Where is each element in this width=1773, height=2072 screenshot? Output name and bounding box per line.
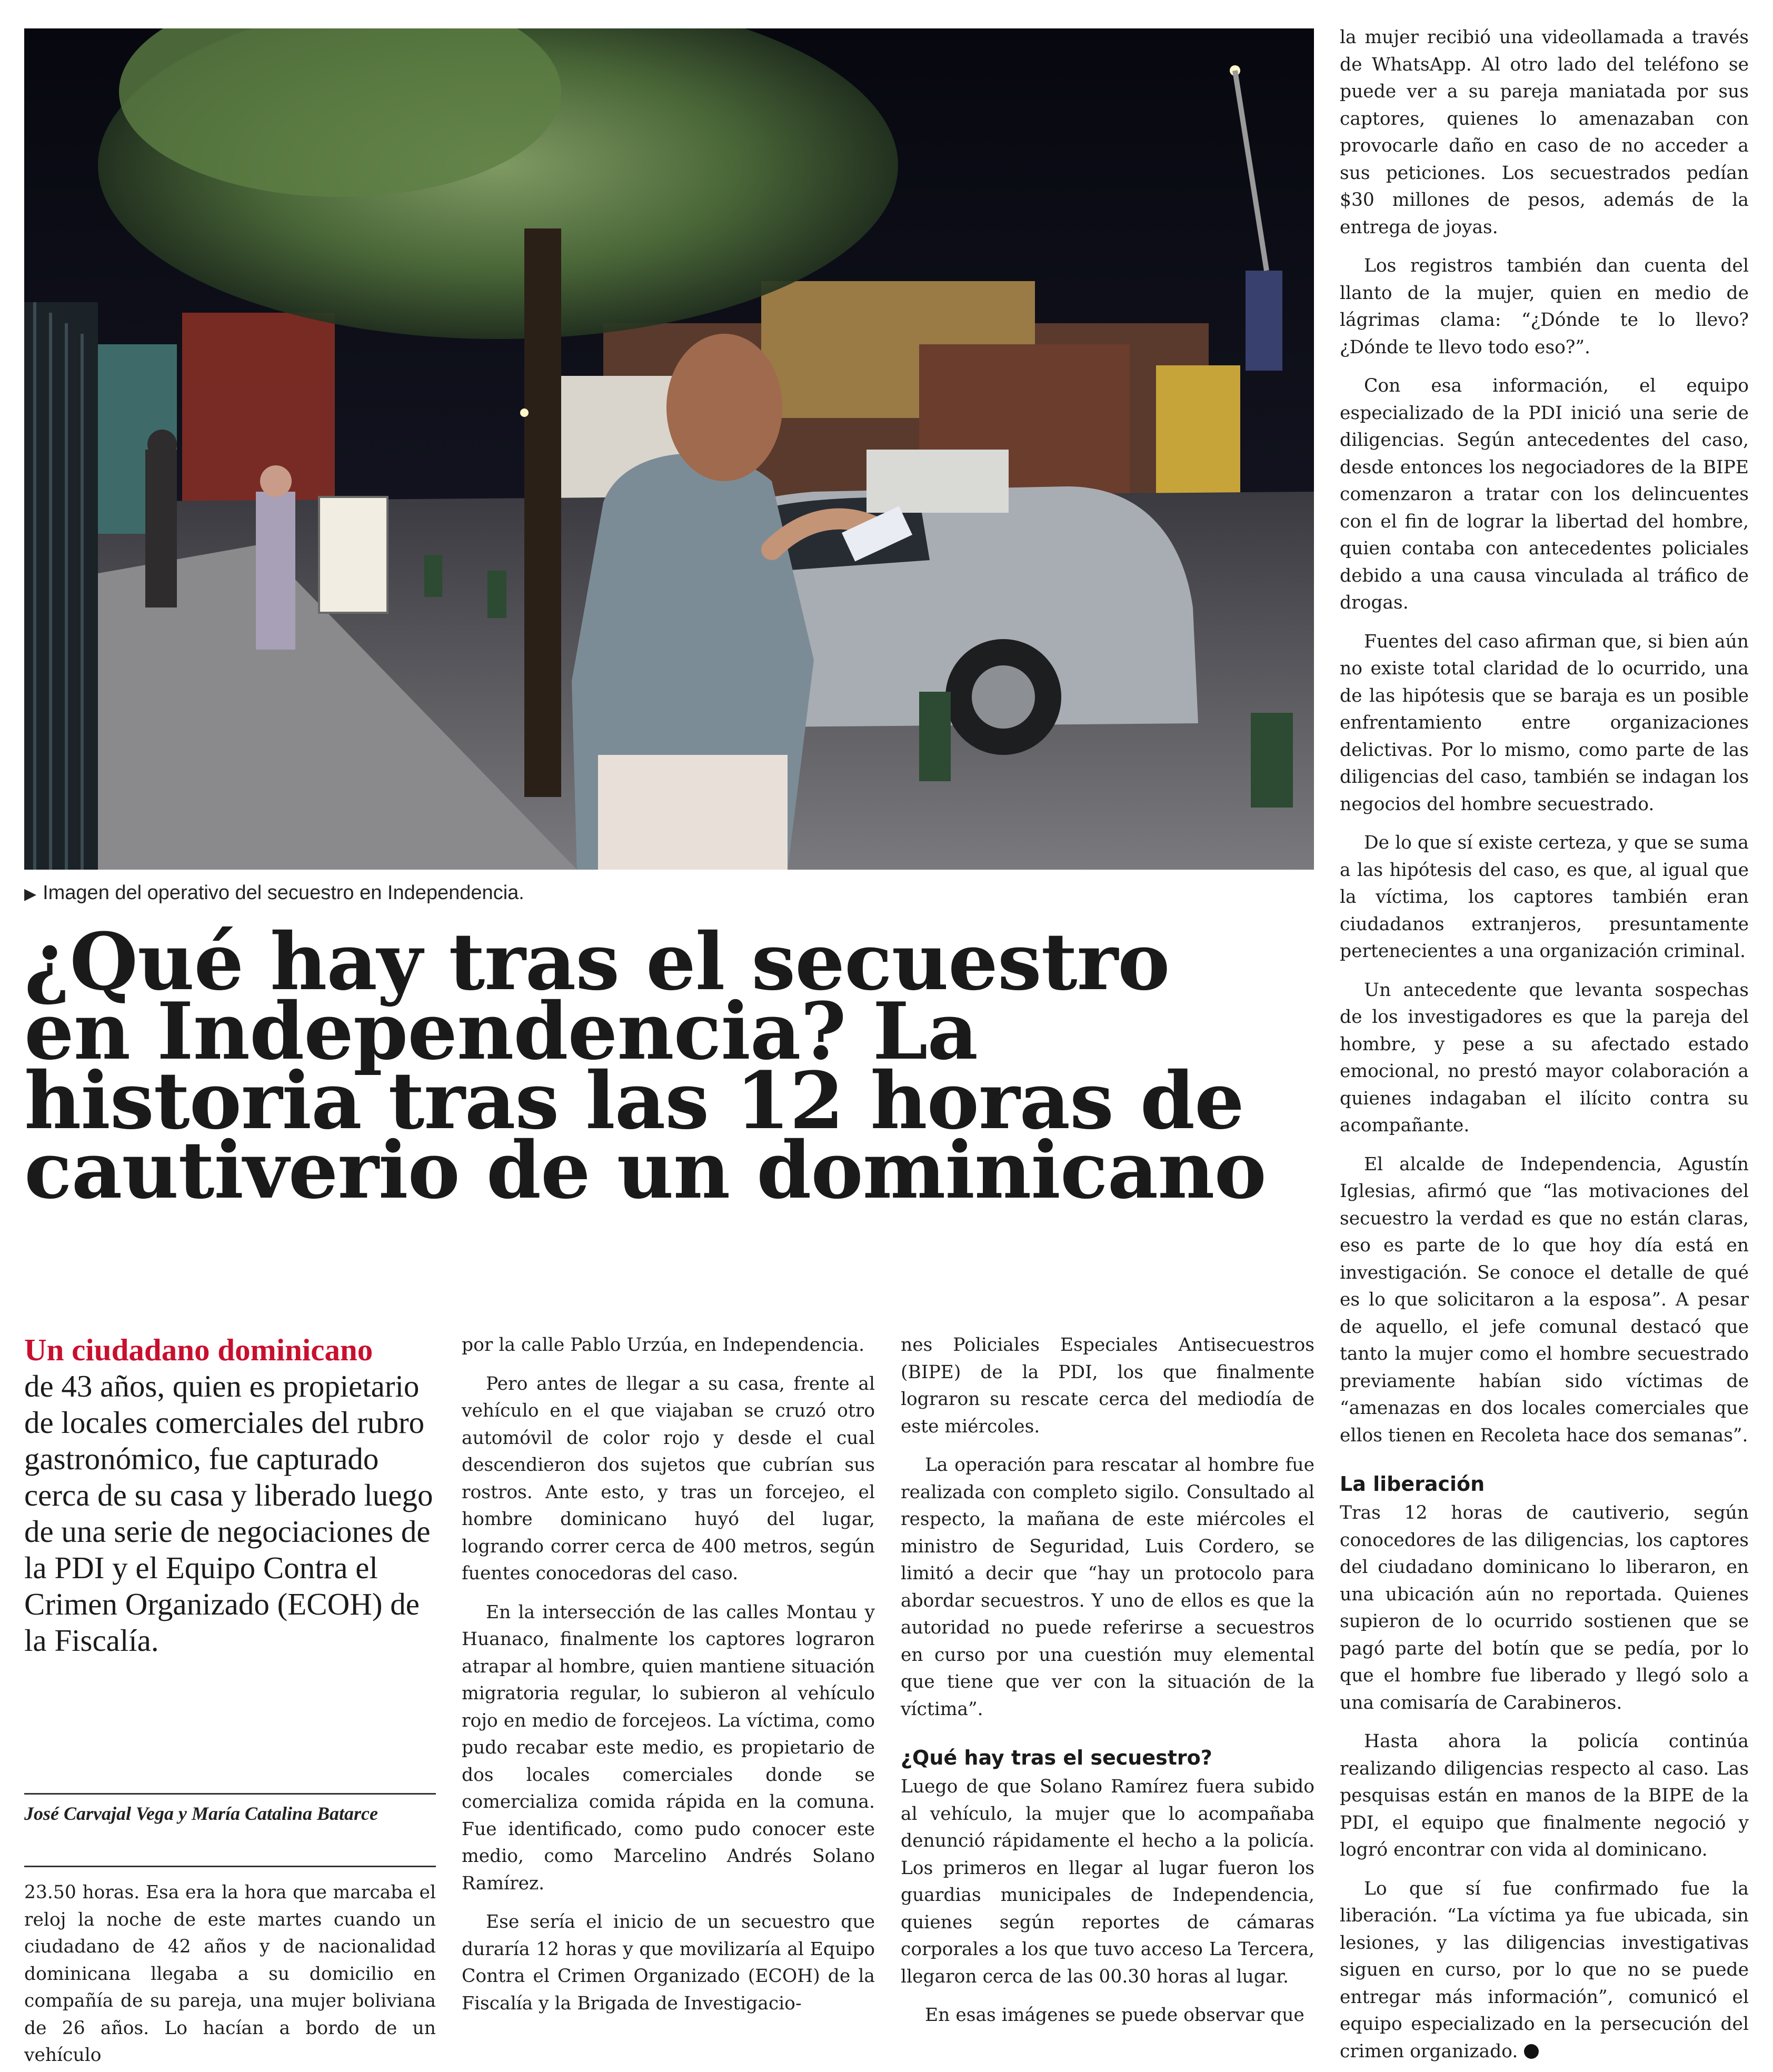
body-paragraph: Tras 12 horas de cautiverio, según conocedores de las diligencias, los captores del ciudadano dominicano lo liberaron, en una ubicación aún no reportada. Quienes supieron de lo ocurrido sostienen que se pagó parte del botín que se pedía, por lo que el hombre fue liberado y llegó solo a una comisaría de Carabineros.	[1340, 1502, 1749, 1714]
article-photo	[24, 28, 1314, 870]
caption-marker: ▶	[24, 885, 37, 903]
body-paragraph: En esas imágenes se puede observar que	[925, 2005, 1304, 2026]
lead-paragraph	[24, 1332, 445, 1659]
headline-line: historia tras las 12 horas de	[24, 1055, 1244, 1147]
body-column-2	[462, 1332, 875, 2017]
body-paragraph: Un antecedente que levanta sospechas de los investigadores es que la pareja del hombre, y pese a su afectado estado emocional, no prestó mayor colaboración a quienes indagaban el ilícito contra su acompañante.	[1340, 979, 1749, 1136]
headline-line: ¿Qué hay tras el secuestro	[24, 916, 1170, 1008]
body-paragraph: De lo que sí existe certeza, y que se suma a las hipótesis del caso, es que, al igual que la víctima, los captores también eran ciudadanos extranjeros, presuntamente pertenecientes a una organización criminal.	[1340, 832, 1749, 962]
body-paragraph: Ese sería el inicio de un secuestro que duraría 12 horas y que movilizaría al Equipo Contra el Crimen Organizado (ECOH) de la Fiscalía y la Brigada de Investigacio-	[462, 1911, 875, 2014]
byline: José Carvajal Vega y María Catalina Batarce	[24, 1803, 378, 1824]
caption-text: Imagen del operativo del secuestro en Independencia.	[43, 882, 524, 904]
body-paragraph: Fuentes del caso afirman que, si bien aún no existe total claridad de lo ocurrido, una de las hipótesis que se baraja es un posible enfrentamiento entre organizaciones delictivas. Por lo mismo, como parte de las diligencias del caso, también se indagan los negocios del hombre secuestrado.	[1340, 631, 1749, 815]
body-paragraph: Con esa información, el equipo especializado de la PDI inició una serie de diligencias. Según antecedentes del caso, desde entonces los negociadores de la BIPE comenzaron a tratar con los delincuentes con el fin de lograr la libertad del hombre, quien contaba con antecedentes policiales debido a una causa vinculada al tráfico de drogas.	[1340, 375, 1749, 613]
body-paragraph: Pero antes de llegar a su casa, frente al vehículo en el que viajaban se cruzó otro automóvil de color rojo y desde el cual descendieron dos sujetos que cubrían sus rostros. Ante esto, y tras un forcejeo, el hombre dominicano huyó del lugar, logrando correr cerca de 400 metros, según fuentes conocedoras del caso.	[462, 1373, 875, 1584]
lead-text: de 43 años, quien es propietario de locales comerciales del rubro gastronómico, fue capturado cerca de su casa y liberado luego de una serie de negociaciones de la PDI y el Equipo Contra el Crimen Organizado (ECOH) de la Fiscalía.	[24, 1369, 433, 1658]
body-column-3	[901, 1332, 1314, 2029]
body-paragraph: El alcalde de Independencia, Agustín Iglesias, afirmó que “las motivaciones del secuestro la verdad es que no están claras, eso es parte de lo que hoy día está en investigación. Se conoce el detalle de qué es lo que solicitaron a la esposa”. A pesar de aquello, el jefe comunal destacó que tanto la mujer como el hombre secuestrado previamente habían sido víctimas de “amenazas en dos locales comerciales que ellos tienen en Recoleta hace dos semanas”.	[1340, 1153, 1749, 1446]
body-paragraph: Lo que sí fue confirmado fue la liberación. “La víctima ya fue ubicada, sin lesiones, y las diligencias investigativas siguen en curso, por lo que no se puede entregar más información”, comunicó el equipo especializado en la persecución del crimen organizado.	[1340, 1878, 1749, 2062]
photo-caption	[24, 880, 1288, 907]
street-photo-icon	[24, 28, 1314, 870]
body-paragraph: nes Policiales Especiales Antisecuestros (BIPE) de la PDI, los que finalmente lograron su rescate cerca del mediodía de este miércoles.	[901, 1334, 1314, 1437]
body-paragraph: 23.50 horas. Esa era la hora que marcaba el reloj la noche de este martes cuando un ciudadano de 42 años y de nacionalidad dominicana llegaba a su domicilio en compañía de su pareja, una mujer boliviana de 26 años. Lo hacían a bordo de un vehículo	[24, 1882, 436, 2066]
body-paragraph: Hasta ahora la policía continúa realizando diligencias respecto al caso. Las pesquisas están en manos de la BIPE de la PDI, el equipo que finalmente negoció y logró encontrar con vida al dominicano.	[1340, 1731, 1749, 1860]
body-paragraph: por la calle Pablo Urzúa, en Independencia.	[462, 1334, 865, 1356]
byline-rule-top	[24, 1793, 436, 1795]
body-paragraph: En la intersección de las calles Montau y Huanaco, finalmente los captores lograron atrapar al hombre, quien mantiene situación migratoria regular, lo subieron al vehículo rojo en medio de forcejeos. La víctima, como pudo recabar este medio, es propietario de dos locales comerciales donde se comercializa comida rápida en la comuna. Fue identificado, como pudo conocer este medio, como Marcelino Andrés Solano Ramírez.	[462, 1601, 875, 1894]
body-column-1	[24, 1879, 436, 2069]
headline-line: en Independencia? La	[24, 985, 978, 1078]
headline	[24, 916, 1314, 1217]
body-paragraph: Los registros también dan cuenta del llanto de la mujer, quien en medio de lágrimas clama: “¿Dónde te lo llevo? ¿Dónde te llevo todo eso?”.	[1340, 255, 1749, 358]
body-paragraph: La operación para rescatar al hombre fue realizada con completo sigilo. Consultado al respecto, la mañana de este miércoles el ministro de Seguridad, Luis Cordero, se limitó a decir que “hay un protocolo para abordar secuestros. Y uno de ellos es que la autoridad no puede referirse a secuestros en curso por una cuestión muy elemental que tiene que ver con la situación de la víctima”.	[901, 1455, 1314, 1720]
body-column-4	[1340, 24, 1749, 2065]
body-paragraph: la mujer recibió una videollamada a través de WhatsApp. Al otro lado del teléfono se puede ver a su pareja maniatada por sus captores, quienes lo amenazaban con provocarle daño en caso de no acceder a sus peticiones. Los secuestrados pedían $30 millones de pesos, además de la entrega de joyas.	[1340, 27, 1749, 238]
headline-line: cautiverio de un dominicano	[24, 1124, 1266, 1217]
end-mark-icon	[1524, 2044, 1539, 2059]
body-paragraph: Luego de que Solano Ramírez fuera subido al vehículo, la mujer que lo acompañaba denunció rápidamente el hecho a la policía. Los primeros en llegar al lugar fueron los guardias municipales de Independencia, quienes según reportes de cámaras corporales a los que tuvo acceso La Tercera, llegaron cerca de las 00.30 horas al lugar.	[901, 1776, 1314, 1987]
lead-kicker: Un ciudadano dominicano	[24, 1332, 373, 1367]
section-heading: ¿Qué hay tras el secuestro?	[901, 1746, 1212, 1769]
section-heading: La liberación	[1340, 1472, 1485, 1496]
byline-rule-bottom	[24, 1866, 436, 1867]
